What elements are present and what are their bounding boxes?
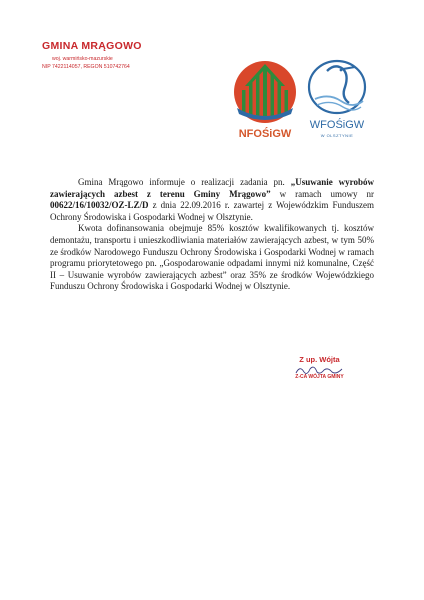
gmina-stamp bbox=[42, 40, 182, 70]
signature-authorization: Z up. Wójta bbox=[299, 355, 340, 364]
wfosigw-logo-text: WFOŚiGW bbox=[309, 119, 365, 131]
p1-connector: w ramach umowy nr bbox=[270, 188, 374, 199]
contract-number: 00622/16/10032/OZ-LZ/D bbox=[50, 200, 149, 211]
letter-body bbox=[50, 177, 374, 293]
signature-block bbox=[272, 355, 367, 380]
stamp-name: GMINA MRĄGOWO bbox=[42, 40, 142, 52]
stamp-region: woj. warmińsko-mazurskie bbox=[52, 56, 113, 62]
nfosigw-emblem-icon bbox=[229, 58, 301, 126]
wfosigw-logo bbox=[305, 57, 369, 141]
handwritten-signature-icon bbox=[290, 363, 350, 377]
p1-ending: z dnia 22.09.2016 r. zawartej z Wojewódzkim Funduszem Ochrony Środowiska i Gospodarki Wodnej w Olsztynie. bbox=[50, 200, 374, 222]
stork-emblem-icon bbox=[305, 57, 369, 117]
paragraph-2: Kwota dofinansowania obejmuje 85% kosztów kwalifikowanych tj. kosztów demontażu, transportu i unieszkodliwiania materiałów zawierających azbest, w tym 50% ze środków Narodowego Funduszu Ochrony Środowiska i Gospodarki Wodnej w ramach programu priorytetowego pn. „Gospodarowanie odpadami innymi niż komunalne, Część II – Usuwanie wyrobów zawierających azbest” oraz 35% ze środków Wojewódzkiego Funduszu Ochrony Środowiska i Gospodarki Wodnej w Olsztynie. bbox=[50, 223, 374, 292]
task-title: „Usuwanie wyrobów zawierających azbest z terenu Gminy Mrągowo” bbox=[50, 177, 374, 199]
p1-intro: Gmina Mrągowo informuje o realizacji zadania pn. bbox=[78, 177, 291, 187]
signature-title: Z-CA WÓJTA GMINY bbox=[295, 374, 344, 380]
nfosigw-logo bbox=[229, 58, 301, 142]
nfosigw-logo-text: NFOŚiGW bbox=[238, 128, 292, 140]
stamp-ids: NIP 7422114057, REGON 510742764 bbox=[42, 64, 130, 70]
wfosigw-logo-subtext: W OLSZTYNIE bbox=[320, 133, 354, 138]
paragraph-1 bbox=[50, 177, 374, 223]
